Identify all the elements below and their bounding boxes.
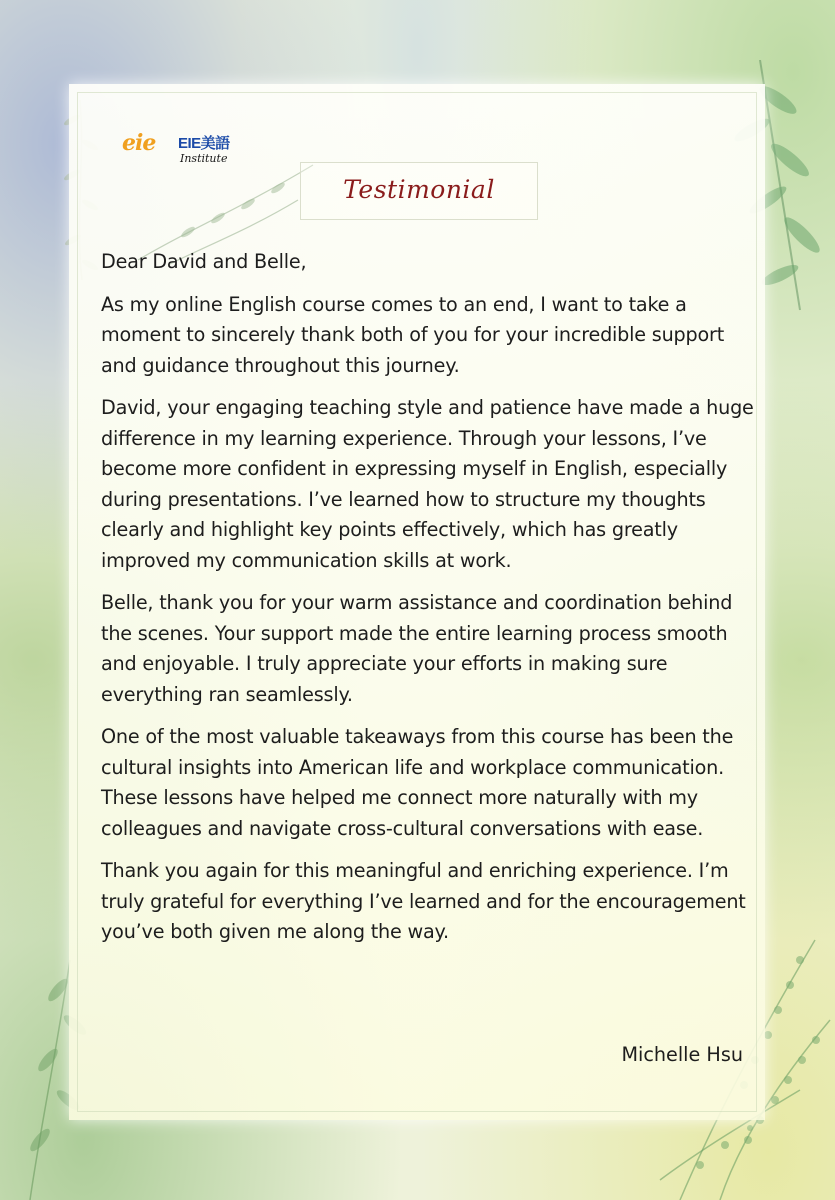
logo-name: EIE美語 [178, 135, 230, 152]
paragraph: Thank you again for this meaningful and enriching experience. I’m truly grateful for everything I’ve learned and for the encouragement you’ve both given me along the way. [101, 859, 746, 943]
paragraph: Belle, thank you for your warm assistance and coordination behind the scenes. Your support made the entire learning process smooth and enjoyable. I truly appreciate your efforts in making sure everything ran seamlessly. [101, 591, 733, 706]
page-title: Testimonial [343, 175, 495, 204]
letter-body [101, 247, 757, 960]
paragraph: As my online English course comes to an end, I want to take a moment to sincerely thank both of you for your incredible support and guidance throughout this journey. [101, 292, 725, 377]
paragraph: David, your engaging teaching style and patience have made a huge difference in my learning experience. Through your lessons, I’ve become more confident in expressing myself in English, especially during presentations. I’ve learned how to structure my thoughts clearly and highlight key points effectively, which has greatly improved my communication skills at work. [101, 396, 754, 572]
signature: Michelle Hsu [621, 1043, 743, 1066]
logo-subtitle: Institute [180, 152, 228, 165]
institute-logo [122, 128, 247, 172]
salutation: Dear David and Belle, [101, 250, 307, 273]
title-box [300, 162, 538, 220]
logo-mark: eie [122, 130, 156, 156]
paragraph: One of the most valuable takeaways from this course has been the cultural insights into American life and workplace communication. These lessons have helped me connect more naturally with my colleagues and navigate cross-cultural conversations with ease. [101, 725, 734, 840]
